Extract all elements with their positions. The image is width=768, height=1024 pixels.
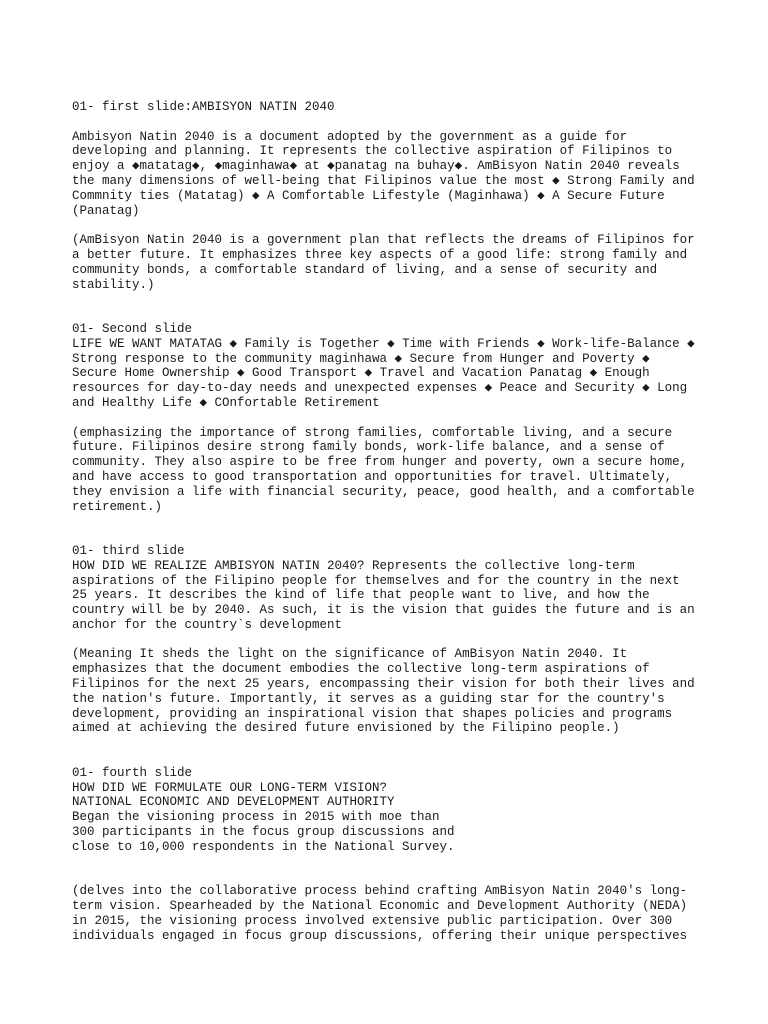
text-line: and have access to good transportation and opportunities for travel. Ultimately, (72, 469, 673, 484)
text-line: enjoy a ◆matatag◆, ◆maginhawa◆ at ◆panatag na buhay◆. AmBisyon Natin 2040 reveals (72, 159, 680, 174)
slide2-body (72, 337, 712, 411)
text-line: country will be by 2040. As such, it is the vision that guides the future and is an (72, 603, 695, 618)
text-line: HOW DID WE FORMULATE OUR LONG-TERM VISION? (72, 780, 388, 795)
slide4-note (72, 884, 712, 943)
slide4-heading: 01- fourth slide (72, 765, 193, 780)
text-line: Strong response to the community maginhawa ◆ Secure from Hunger and Poverty ◆ (72, 351, 650, 366)
text-line: the many dimensions of well-being that Filipinos value the most ◆ Strong Family and (72, 173, 695, 188)
document-page (72, 100, 712, 943)
text-line: aspirations of the Filipino people for themselves and for the country in the next (72, 573, 680, 588)
slide1-title: 01- first slide:AMBISYON NATIN 2040 (72, 100, 335, 114)
text-line: Filipinos for the next 25 years, encompassing their vision for both their lives and (72, 677, 695, 692)
text-line: in 2015, the visioning process involved extensive public participation. Over 300 (72, 913, 673, 928)
text-line: future. Filipinos desire strong family bonds, work-life balance, and a sense of (72, 440, 665, 455)
slide3-heading: 01- third slide (72, 543, 185, 558)
text-line: a better future. It emphasizes three key aspects of a good life: strong family and (72, 247, 688, 262)
text-line: aimed at achieving the desired future envisioned by the Filipino people.) (72, 721, 620, 736)
text-line: development, providing an inspirational vision that shapes policies and programs (72, 706, 673, 721)
text-line: LIFE WE WANT MATATAG ◆ Family is Together ◆ Time with Friends ◆ Work-life-Balance ◆ (72, 336, 695, 351)
text-line: NATIONAL ECONOMIC AND DEVELOPMENT AUTHORITY (72, 795, 395, 810)
slide1-note (72, 233, 712, 292)
text-line: term vision. Spearheaded by the National Economic and Development Authority (NEDA) (72, 899, 688, 914)
slide1-body (72, 130, 712, 219)
slide4-body (72, 781, 712, 855)
text-line: (AmBisyon Natin 2040 is a government plan that reflects the dreams of Filipinos for (72, 233, 695, 248)
text-line: resources for day-to-day needs and unexpected expenses ◆ Peace and Security ◆ Long (72, 381, 688, 396)
text-line: (Meaning It sheds the light on the significance of AmBisyon Natin 2040. It (72, 647, 628, 662)
text-line: (Panatag) (72, 203, 140, 218)
text-line: Secure Home Ownership ◆ Good Transport ◆ Travel and Vacation Panatag ◆ Enough (72, 366, 650, 381)
text-line: (emphasizing the importance of strong families, comfortable living, and a secure (72, 425, 673, 440)
text-line: they envision a life with financial security, peace, good health, and a comfortable (72, 484, 695, 499)
slide2-heading: 01- Second slide (72, 321, 193, 336)
text-line: individuals engaged in focus group discussions, offering their unique perspectives (72, 928, 688, 943)
text-line: 300 participants in the focus group discussions and (72, 825, 455, 840)
slide3-body (72, 559, 712, 633)
text-line: emphasizes that the document embodies the collective long-term aspirations of (72, 662, 650, 677)
text-line: Commnity ties (Matatag) ◆ A Comfortable Lifestyle (Maginhawa) ◆ A Secure Future (72, 188, 665, 203)
text-line: the nation's future. Importantly, it serves as a guiding star for the country's (72, 691, 665, 706)
text-line: Ambisyon Natin 2040 is a document adopted by the government as a guide for (72, 129, 628, 144)
text-line: retirement.) (72, 499, 163, 514)
text-line: stability.) (72, 277, 155, 292)
text-line: HOW DID WE REALIZE AMBISYON NATIN 2040? Represents the collective long-term (72, 558, 635, 573)
slide3-note (72, 647, 712, 736)
text-line: community bonds, a comfortable standard of living, and a sense of security and (72, 262, 658, 277)
text-line: developing and planning. It represents the collective aspiration of Filipinos to (72, 144, 673, 159)
text-line: 25 years. It describes the kind of life that people want to live, and how the (72, 588, 650, 603)
text-line: Began the visioning process in 2015 with moe than (72, 810, 440, 825)
text-line: (delves into the collaborative process behind crafting AmBisyon Natin 2040's long- (72, 884, 688, 899)
text-line: and Healthy Life ◆ COnfortable Retirement (72, 395, 380, 410)
slide2-note (72, 426, 712, 515)
text-line: close to 10,000 respondents in the National Survey. (72, 839, 455, 854)
text-line: community. They also aspire to be free from hunger and poverty, own a secure home, (72, 455, 688, 470)
text-line: anchor for the country`s development (72, 617, 343, 632)
